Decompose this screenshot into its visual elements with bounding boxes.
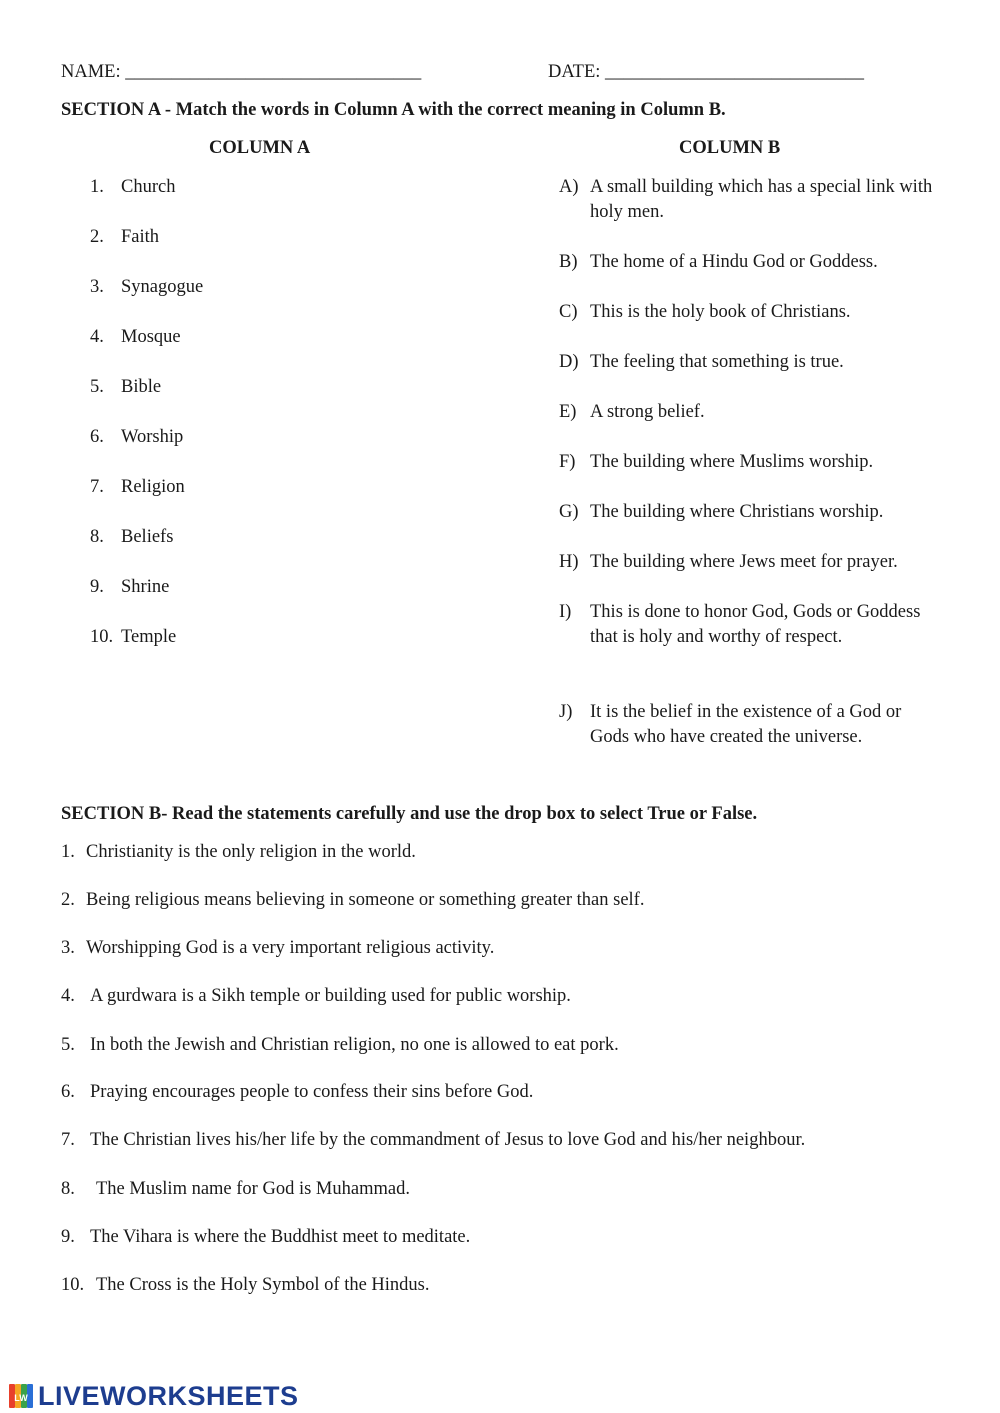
column-a-title: COLUMN A (209, 138, 311, 158)
statement-text: The Cross is the Holy Symbol of the Hindus. (96, 1275, 430, 1295)
column-b-letter: G) (559, 502, 579, 522)
column-a-number: 8. (90, 527, 104, 547)
statement-number: 3. (61, 938, 75, 958)
statement-text: Being religious means believing in someone or something greater than self. (86, 890, 645, 910)
statement-text: The Vihara is where the Buddhist meet to meditate. (90, 1227, 471, 1247)
column-b-definition: A strong belief. (590, 402, 705, 422)
statement-text: The Muslim name for God is Muhammad. (96, 1179, 410, 1199)
date-field[interactable]: DATE: ____________________________ (548, 62, 865, 82)
column-b-letter: E) (559, 402, 577, 422)
column-a-number: 2. (90, 227, 104, 247)
logo-text: LIVEWORKSHEETS (38, 1380, 299, 1411)
column-b-definition: The building where Muslims worship. (590, 452, 874, 472)
column-a-word: Temple (121, 627, 177, 647)
statement-number: 8. (61, 1179, 75, 1199)
liveworksheets-logo (8, 1380, 299, 1412)
column-b-definition: This is the holy book of Christians. (590, 302, 851, 322)
statement-number: 5. (61, 1035, 75, 1055)
name-field[interactable]: NAME: ________________________________ (61, 62, 422, 82)
column-b-definition: A small building which has a special link with holy men. (590, 177, 933, 222)
statement-number: 2. (61, 890, 75, 910)
column-b-letter: B) (559, 252, 578, 272)
statement-text: In both the Jewish and Christian religion, no one is allowed to eat pork. (90, 1035, 619, 1055)
column-b-definition: This is done to honor God, Gods or Goddess that is holy and worthy of respect. (590, 602, 921, 647)
statement-number: 4. (61, 986, 75, 1006)
statement-text: Christianity is the only religion in the world. (86, 842, 416, 862)
statement-number: 1. (61, 842, 75, 862)
column-b-letter: F) (559, 452, 576, 472)
column-a-number: 7. (90, 477, 104, 497)
statement-number: 6. (61, 1082, 75, 1102)
column-a-word: Bible (121, 377, 162, 397)
column-b-definition: It is the belief in the existence of a God or Gods who have created the universe. (590, 702, 902, 747)
column-a-number: 5. (90, 377, 104, 397)
column-b-letter: D) (559, 352, 579, 372)
statement-text: Worshipping God is a very important religious activity. (86, 938, 495, 958)
column-b-letter: C) (559, 302, 578, 322)
statement-text: Praying encourages people to confess their sins before God. (90, 1082, 534, 1102)
logo-icon (8, 1382, 34, 1410)
column-a-number: 10. (90, 627, 114, 647)
column-a-word: Shrine (121, 577, 170, 597)
column-b-letter: I) (559, 602, 572, 622)
column-a-number: 4. (90, 327, 104, 347)
column-a-word: Faith (121, 227, 160, 247)
column-a-word: Church (121, 177, 176, 197)
column-b-definition: The building where Christians worship. (590, 502, 884, 522)
statement-number: 10. (61, 1275, 85, 1295)
column-a-number: 6. (90, 427, 104, 447)
section-b-instruction: SECTION B- Read the statements carefully and use the drop box to select True or False. (61, 804, 758, 824)
column-a-word: Worship (121, 427, 184, 447)
column-a-word: Mosque (121, 327, 181, 347)
column-a-number: 3. (90, 277, 104, 297)
section-a-instruction: SECTION A - Match the words in Column A with the correct meaning in Column B. (61, 100, 726, 120)
column-b-letter: H) (559, 552, 579, 572)
column-a-word: Synagogue (121, 277, 204, 297)
column-b-letter: J) (559, 702, 573, 722)
statement-text: A gurdwara is a Sikh temple or building used for public worship. (90, 986, 571, 1006)
column-a-word: Beliefs (121, 527, 174, 547)
column-a-number: 1. (90, 177, 104, 197)
statement-number: 9. (61, 1227, 75, 1247)
column-b-letter: A) (559, 177, 579, 197)
column-a-word: Religion (121, 477, 185, 497)
column-b-definition: The building where Jews meet for prayer. (590, 552, 898, 572)
statement-number: 7. (61, 1130, 75, 1150)
column-b-definition: The home of a Hindu God or Goddess. (590, 252, 878, 272)
column-a-number: 9. (90, 577, 104, 597)
statement-text: The Christian lives his/her life by the commandment of Jesus to love God and his/her neighbour. (90, 1130, 806, 1150)
column-b-definition: The feeling that something is true. (590, 352, 844, 372)
svg-text:LW: LW (14, 1393, 28, 1403)
column-b-title: COLUMN B (679, 138, 781, 158)
